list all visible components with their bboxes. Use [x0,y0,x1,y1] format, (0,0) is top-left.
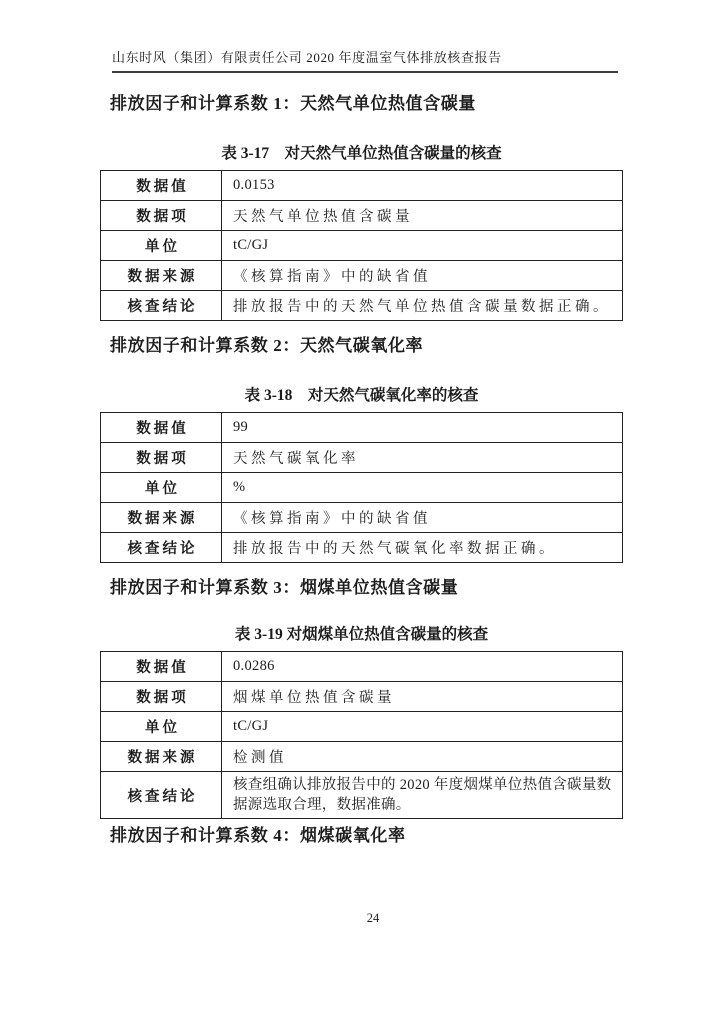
row-value: 检测值 [222,742,623,772]
table-row [101,682,623,712]
table-row [101,291,623,321]
table-row [101,473,623,503]
row-label: 单位 [101,473,222,503]
row-label: 单位 [101,712,222,742]
row-label: 单位 [101,231,222,261]
row-label: 数据来源 [101,742,222,772]
row-value: % [222,473,623,503]
row-value: 核查组确认排放报告中的 2020 年度烟煤单位热值含碳量数据源选取合理，数据准确。 [222,772,623,819]
table-3-18 [100,412,623,563]
row-label: 数据项 [101,443,222,473]
table-row [101,231,623,261]
table-row [101,171,623,201]
row-value: 0.0286 [222,652,623,682]
page-number: 24 [366,911,380,925]
row-value: 排放报告中的天然气碳氧化率数据正确。 [222,533,623,563]
row-label: 数据项 [101,201,222,231]
row-value: 《核算指南》中的缺省值 [222,503,623,533]
row-label: 核查结论 [101,291,222,321]
row-label: 数据值 [101,652,222,682]
table-3-17 [100,170,623,321]
table-row [101,443,623,473]
table-row [101,261,623,291]
row-value: 0.0153 [222,171,623,201]
table-row [101,533,623,563]
row-value: 天然气单位热值含碳量 [222,201,623,231]
table-caption-3-18: 表 3-18 对天然气碳氧化率的核查 [244,387,479,404]
row-value: tC/GJ [222,231,623,261]
row-value: 99 [222,413,623,443]
section-heading-3: 排放因子和计算系数 3：烟煤单位热值含碳量 [110,578,459,597]
table-3-19 [100,651,623,819]
table-row [101,742,623,772]
row-value: 排放报告中的天然气单位热值含碳量数据正确。 [222,291,623,321]
section-heading-1: 排放因子和计算系数 1：天然气单位热值含碳量 [110,94,476,113]
row-label: 数据值 [101,171,222,201]
table-row [101,503,623,533]
table-row [101,201,623,231]
section-heading-4: 排放因子和计算系数 4：烟煤碳氧化率 [110,826,406,845]
table-row [101,712,623,742]
table-row [101,772,623,819]
row-label: 核查结论 [101,533,222,563]
section-heading-2: 排放因子和计算系数 2：天然气碳氧化率 [110,336,424,355]
row-value: 天然气碳氧化率 [222,443,623,473]
table-caption-3-17: 表 3-17 对天然气单位热值含碳量的核查 [221,145,502,162]
row-value: 《核算指南》中的缺省值 [222,261,623,291]
running-header: 山东时风（集团）有限责任公司 2020 年度温室气体排放核查报告 [112,47,618,73]
table-caption-3-19: 表 3-19 对烟煤单位热值含碳量的核查 [234,626,489,643]
row-value: tC/GJ [222,712,623,742]
row-label: 核查结论 [101,772,222,819]
table-row [101,413,623,443]
row-label: 数据值 [101,413,222,443]
row-label: 数据来源 [101,503,222,533]
row-label: 数据来源 [101,261,222,291]
table-row [101,652,623,682]
row-label: 数据项 [101,682,222,712]
row-value: 烟煤单位热值含碳量 [222,682,623,712]
